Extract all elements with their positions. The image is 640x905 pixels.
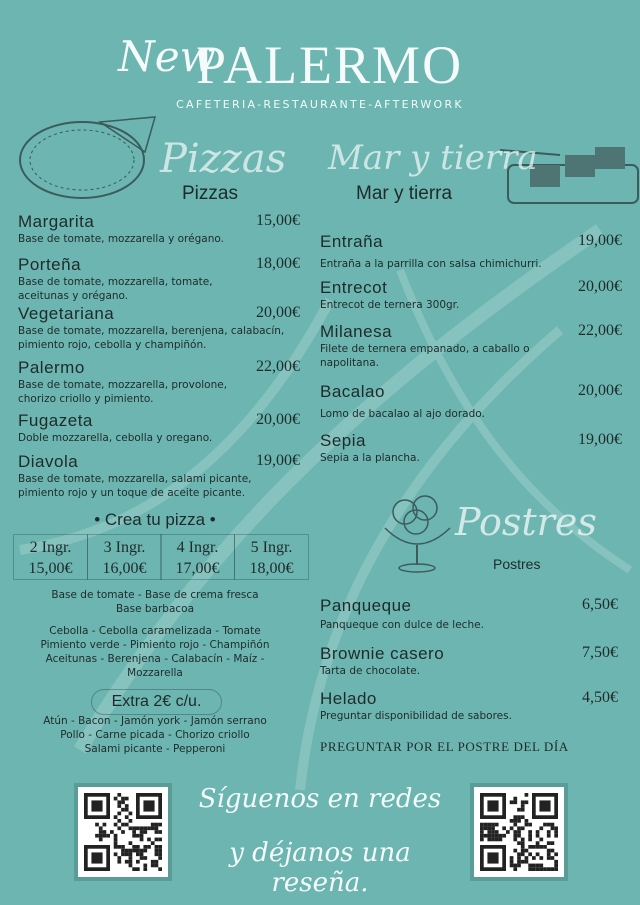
subtitle: CAFETERIA-RESTAURANTE-AFTERWORK xyxy=(176,98,464,111)
item-desc: Base de tomate, mozzarella, provolone, chorizo criollo y pimiento. xyxy=(18,379,228,405)
item-desc: Tarta de chocolate. xyxy=(320,665,421,677)
menu-item-helado xyxy=(320,689,618,723)
crea-option xyxy=(234,534,309,580)
item-name: Palermo xyxy=(18,358,85,377)
qr-code-right[interactable] xyxy=(470,783,568,881)
item-price: 20,00€ xyxy=(578,382,622,399)
option-price: 18,00€ xyxy=(249,560,294,577)
item-desc: Base de tomate, mozzarella y orégano. xyxy=(18,233,224,245)
item-price: 15,00€ xyxy=(256,212,300,229)
item-desc: Doble mozzarella, cebolla y oregano. xyxy=(18,432,213,444)
menu-item-panqueque xyxy=(320,596,618,632)
pizzas-title: Pizzas xyxy=(182,183,238,204)
menu-item-sepia xyxy=(320,431,622,465)
item-price: 7,50€ xyxy=(582,644,618,661)
item-name: Fugazeta xyxy=(18,411,93,430)
menu-item-palermo xyxy=(18,358,300,406)
ingredients-list xyxy=(0,624,310,680)
item-price: 22,00€ xyxy=(578,322,622,339)
item-name: Helado xyxy=(320,689,377,708)
item-desc: Filete de ternera empanado, a caballo o napolitana. xyxy=(320,343,530,369)
footer-line-1: Síguenos en redes xyxy=(198,784,442,814)
ingredients-line: Pimiento verde - Pimiento rojo - Champiñón xyxy=(40,639,270,651)
extras-line: Salami picante - Pepperoni xyxy=(84,743,226,755)
ingredients-line: Aceitunas - Berenjena - Calabacín - Maíz - xyxy=(45,653,265,665)
menu-item-entrana xyxy=(320,232,622,271)
item-price: 4,50€ xyxy=(582,689,618,706)
bases-line: Base de tomate - Base de crema fresca xyxy=(51,589,259,601)
pizza-illustration-icon xyxy=(10,112,160,207)
logo-main: PALERMO xyxy=(196,35,464,95)
option-label: 4 Ingr. xyxy=(176,539,219,556)
item-name: Porteña xyxy=(18,255,82,274)
option-price: 17,00€ xyxy=(175,560,220,577)
item-name: Margarita xyxy=(18,212,95,231)
qr-code-icon xyxy=(480,793,558,871)
item-name: Brownie casero xyxy=(320,644,445,663)
option-price: 16,00€ xyxy=(102,560,147,577)
menu-item-fugazeta xyxy=(18,411,300,445)
option-label: 3 Ingr. xyxy=(103,539,146,556)
item-name: Milanesa xyxy=(320,322,393,341)
ingredients-line: Mozzarella xyxy=(127,667,183,679)
postre-del-dia-note: PREGUNTAR POR EL POSTRE DEL DÍA xyxy=(320,739,569,754)
option-price: 15,00€ xyxy=(28,560,73,577)
extras-line: Atún - Bacon - Jamón york - Jamón serrano xyxy=(43,715,267,727)
qr-code-icon xyxy=(84,793,162,871)
footer-line-2: y déjanos una reseña. xyxy=(229,838,411,898)
crea-title: • Crea tu pizza • xyxy=(94,510,216,529)
bases-line: Base barbacoa xyxy=(115,603,195,615)
option-label: 2 Ingr. xyxy=(29,539,72,556)
qr-code-left[interactable] xyxy=(74,783,172,881)
item-name: Sepia xyxy=(320,431,366,450)
item-desc: Sepia a la plancha. xyxy=(320,452,420,464)
postres-script-title: Postres xyxy=(455,500,597,544)
item-desc: Base de tomate, mozzarella, tomate, aceitunas y orégano. xyxy=(18,276,213,302)
item-desc: Base de tomate, mozzarella, salami picante, pimiento rojo y un toque de aceite picante. xyxy=(18,473,252,499)
item-desc: Entraña a la parrilla con salsa chimichurri. xyxy=(320,258,542,270)
item-price: 6,50€ xyxy=(582,596,618,613)
item-name: Bacalao xyxy=(320,382,385,401)
menu-item-diavola xyxy=(18,452,300,500)
postres-title: Postres xyxy=(493,556,541,572)
menu-item-milanesa xyxy=(320,322,622,370)
item-price: 20,00€ xyxy=(256,304,300,321)
item-desc: Entrecot de ternera 300gr. xyxy=(320,299,460,311)
menu-item-vegetariana xyxy=(18,304,300,352)
item-name: Entraña xyxy=(320,232,384,251)
menu-item-margarita xyxy=(18,212,300,246)
option-label: 5 Ingr. xyxy=(250,539,293,556)
item-price: 18,00€ xyxy=(256,255,300,272)
bases-list xyxy=(0,588,310,616)
item-price: 20,00€ xyxy=(256,411,300,428)
crea-option xyxy=(87,534,162,580)
extra-badge: Extra 2€ c/u. xyxy=(91,689,222,715)
crea-option xyxy=(13,534,88,580)
crea-option xyxy=(160,534,235,580)
item-price: 19,00€ xyxy=(256,452,300,469)
logo-script: New xyxy=(118,32,216,81)
menu-item-brownie xyxy=(320,644,618,678)
mar-script-title: Mar y tierra xyxy=(328,138,538,178)
item-name: Panqueque xyxy=(320,596,412,615)
ingredients-line: Cebolla - Cebolla caramelizada - Tomate xyxy=(49,625,261,637)
item-desc: Preguntar disponibilidad de sabores. xyxy=(320,710,512,722)
mar-title: Mar y tierra xyxy=(356,183,453,204)
item-desc: Base de tomate, mozzarella, berenjena, calabacín, pimiento rojo, cebolla y champiñón. xyxy=(18,325,285,351)
item-name: Diavola xyxy=(18,452,79,471)
extras-list xyxy=(0,714,310,756)
item-price: 22,00€ xyxy=(256,358,300,375)
item-name: Vegetariana xyxy=(18,304,115,323)
extras-line: Pollo - Carne picada - Chorizo criollo xyxy=(60,729,250,741)
menu-item-bacalao xyxy=(320,382,622,421)
pizzas-script-title: Pizzas xyxy=(160,136,287,182)
item-price: 19,00€ xyxy=(578,232,622,249)
item-price: 19,00€ xyxy=(578,431,622,448)
item-desc: Panqueque con dulce de leche. xyxy=(320,619,484,631)
item-desc: Lomo de bacalao al ajo dorado. xyxy=(320,408,485,420)
item-name: Entrecot xyxy=(320,278,388,297)
item-price: 20,00€ xyxy=(578,278,622,295)
ice-cream-cup-illustration-icon xyxy=(380,490,455,575)
menu-item-portena xyxy=(18,255,300,303)
menu-item-entrecot xyxy=(320,278,622,312)
